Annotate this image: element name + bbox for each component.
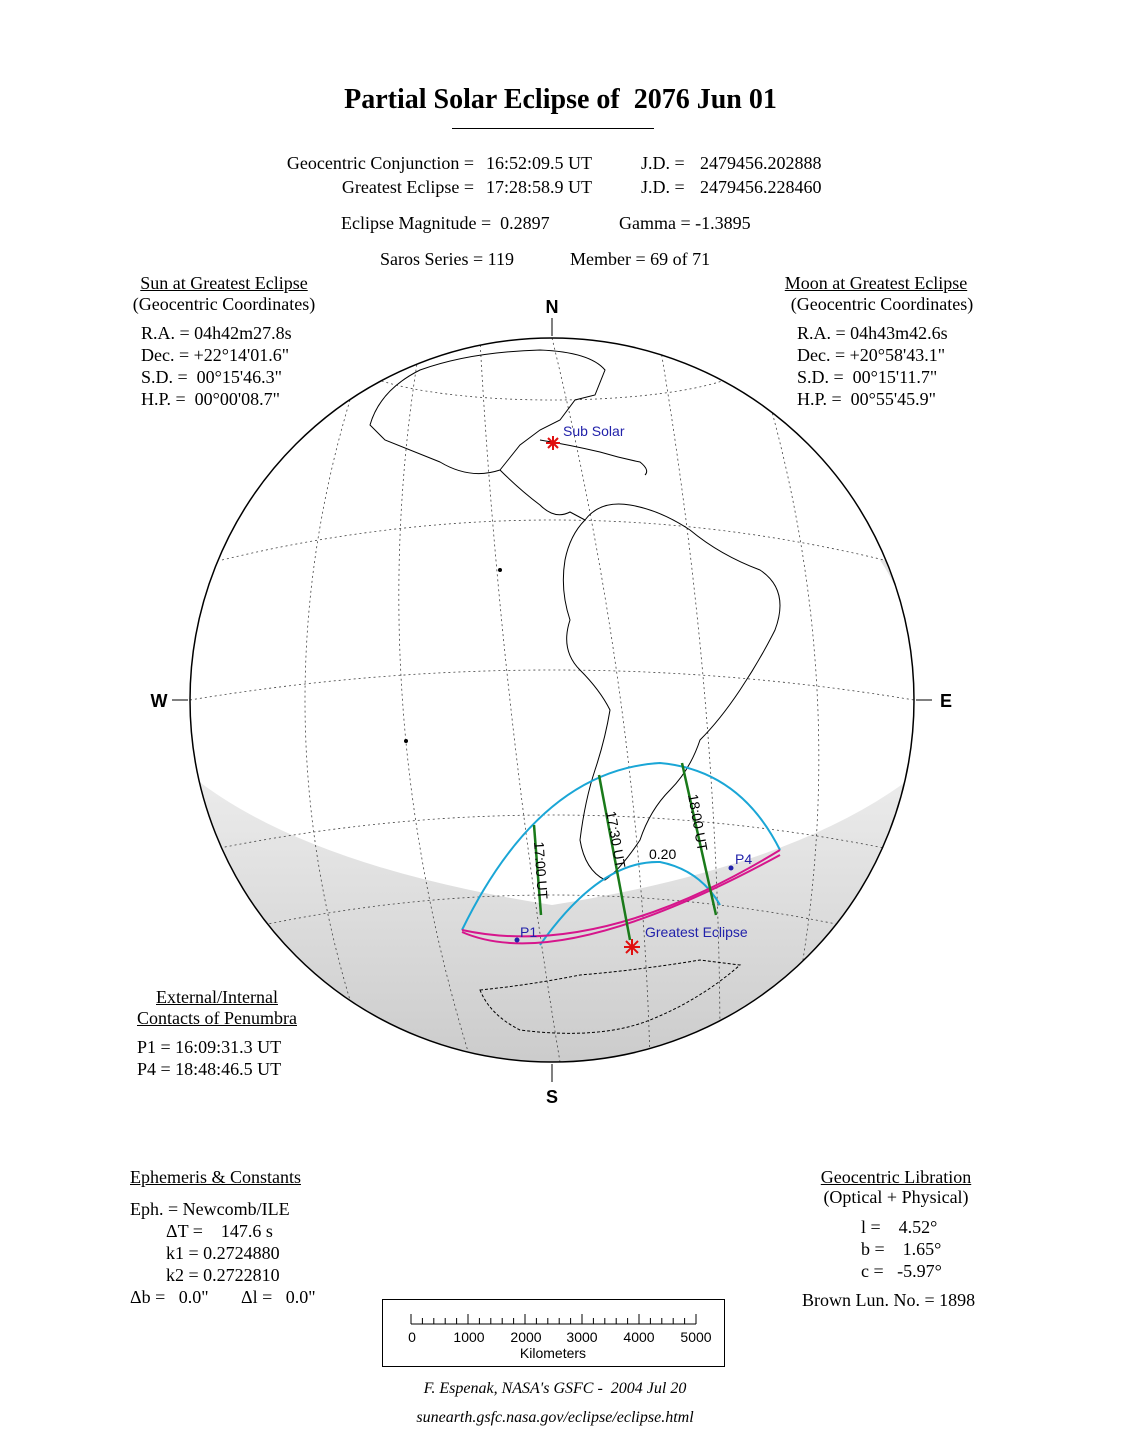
sun-dec: Dec. = +22°14'01.6" <box>141 345 290 365</box>
greatest-eclipse-label: Greatest Eclipse <box>645 924 748 940</box>
contacts-heading-2: Contacts of Penumbra <box>137 1008 297 1028</box>
distance-scale-box <box>382 1299 725 1367</box>
libration-subheading: (Optical + Physical) <box>823 1187 969 1207</box>
saros-member: Member = 69 of 71 <box>570 249 711 269</box>
libration-heading: Geocentric Libration <box>820 1167 972 1187</box>
ephemeris-eph: Eph. = Newcomb/ILE <box>130 1199 290 1219</box>
p4-label: P4 <box>735 851 753 867</box>
ephemeris-delta-t: ΔT = 147.6 s <box>166 1221 273 1241</box>
compass-south: S <box>545 1087 559 1107</box>
credit-author: F. Espenak, NASA's GSFC - 2004 Jul 20 <box>423 1380 687 1397</box>
moon-dec: Dec. = +20°58'43.1" <box>797 345 946 365</box>
sun-ra: R.A. = 04h42m27.8s <box>141 323 292 343</box>
scale-tick-4000: 4000 <box>623 1329 655 1345</box>
moon-sd: S.D. = 00°15'11.7" <box>797 367 938 387</box>
scale-tick-3000: 3000 <box>566 1329 598 1345</box>
scale-unit: Kilometers <box>519 1345 587 1361</box>
sub-solar-label: Sub Solar <box>563 423 625 439</box>
ephemeris-heading: Ephemeris & Constants <box>130 1167 301 1187</box>
sun-sd: S.D. = 00°15'46.3" <box>141 367 282 387</box>
scale-tick-5000: 5000 <box>680 1329 712 1345</box>
moon-subheading: (Geocentric Coordinates) <box>790 294 974 314</box>
greatest-eclipse-label: Greatest Eclipse = <box>341 177 474 197</box>
conjunction-jd-label: J.D. = <box>641 153 685 173</box>
sun-hp: H.P. = 00°00'08.7" <box>141 389 280 409</box>
sun-heading: Sun at Greatest Eclipse <box>140 273 308 293</box>
magnitude-curve-label: 0.20 <box>649 846 677 862</box>
conjunction-time: 16:52:09.5 UT <box>486 153 592 173</box>
moon-heading: Moon at Greatest Eclipse <box>784 273 968 293</box>
ephemeris-k1: k1 = 0.2724880 <box>166 1243 280 1263</box>
credit-url: sunearth.gsfc.nasa.gov/eclipse/eclipse.html <box>416 1409 694 1426</box>
sub-solar-marker <box>546 436 560 450</box>
p4-point <box>729 866 734 871</box>
brown-lunation: Brown Lun. No. = 1898 <box>802 1290 976 1310</box>
time-label-1730: 17:30 UT <box>603 809 629 870</box>
compass-east: E <box>939 691 953 711</box>
contacts-heading-1: External/Internal <box>156 987 278 1007</box>
p1-label: P1 <box>520 924 538 940</box>
moon-hp: H.P. = 00°55'45.9" <box>797 389 936 409</box>
ephemeris-delta-l: Δl = 0.0" <box>241 1287 316 1307</box>
greatest-eclipse-jd: 2479456.228460 <box>700 177 822 197</box>
eclipse-magnitude: Eclipse Magnitude = 0.2897 <box>341 213 550 233</box>
greatest-eclipse-marker <box>624 939 640 955</box>
moon-ra: R.A. = 04h43m42.6s <box>797 323 948 343</box>
conjunction-jd: 2479456.202888 <box>700 153 822 173</box>
compass-west: W <box>150 691 168 711</box>
scale-tick-2000: 2000 <box>510 1329 542 1345</box>
conjunction-label: Geocentric Conjunction = <box>286 153 474 173</box>
sun-subheading: (Geocentric Coordinates) <box>132 294 316 314</box>
ephemeris-k2: k2 = 0.2722810 <box>166 1265 280 1285</box>
scale-tick-1000: 1000 <box>453 1329 485 1345</box>
distance-scale-bar <box>383 1300 724 1366</box>
p1-point <box>515 938 520 943</box>
night-shading <box>120 560 990 1080</box>
contact-p4: P4 = 18:48:46.5 UT <box>137 1059 282 1079</box>
contact-p1: P1 = 16:09:31.3 UT <box>137 1037 282 1057</box>
libration-l: l = 4.52° <box>861 1217 938 1237</box>
scale-tick-0: 0 <box>408 1329 416 1345</box>
page-title: Partial Solar Eclipse of 2076 Jun 01 <box>344 84 777 115</box>
time-label-1800: 18:00 UT <box>685 792 711 853</box>
libration-c: c = -5.97° <box>861 1261 942 1281</box>
ephemeris-delta-b: Δb = 0.0" <box>130 1287 209 1307</box>
saros-series: Saros Series = 119 <box>380 249 514 269</box>
libration-b: b = 1.65° <box>861 1239 942 1259</box>
compass-north: N <box>545 297 559 317</box>
greatest-eclipse-jd-label: J.D. = <box>641 177 685 197</box>
greatest-eclipse-time: 17:28:58.9 UT <box>486 177 592 197</box>
time-label-1700: 17:00 UT <box>531 841 551 900</box>
gamma: Gamma = -1.3895 <box>619 213 751 233</box>
